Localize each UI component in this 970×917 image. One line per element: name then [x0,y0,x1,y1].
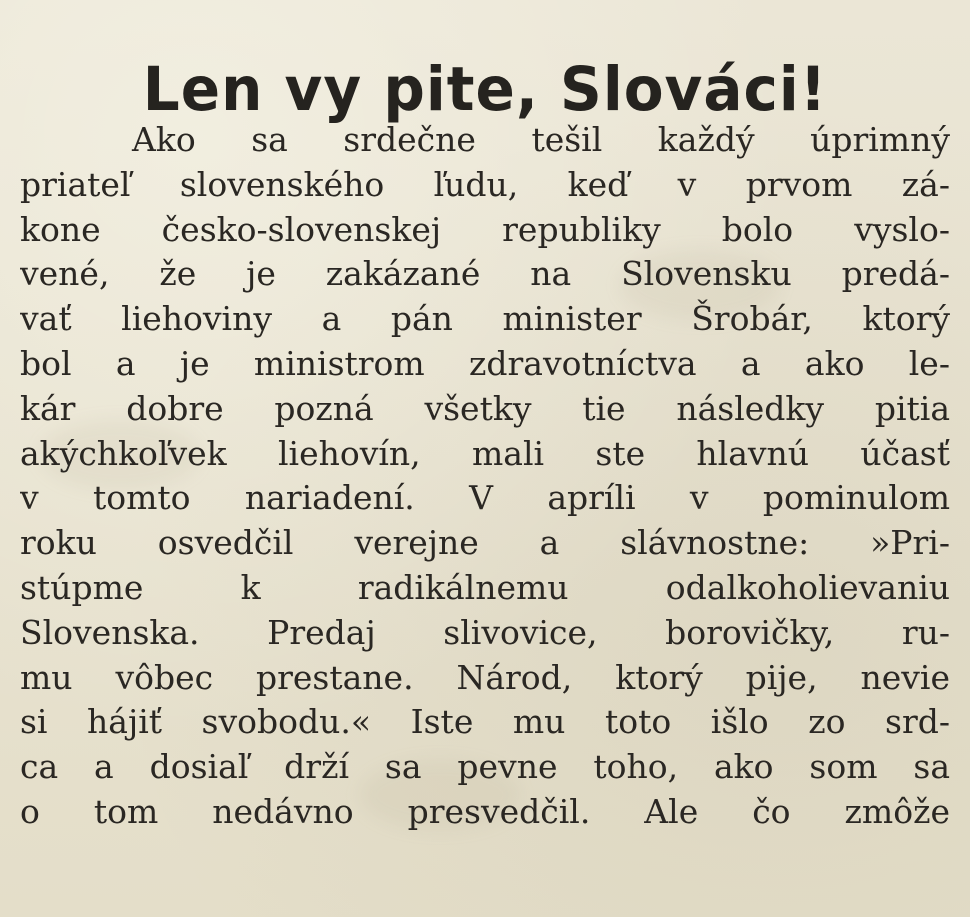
article-line: si hájiť svobodu.« Iste mu toto išlo zo srd- [20,702,950,742]
article-line: ca a dosiaľ drží sa pevne toho, ako som sa [20,747,950,787]
article-line: roku osvedčil verejne a slávnostne: »Pri- [20,523,950,563]
article-line: stúpme k radikálnemu odalkoholievaniu [20,567,950,607]
article-line: vené, že je zakázané na Slovensku predá- [20,254,950,294]
article-line: priateľ slovenského ľudu, keď v prvom zá- [20,164,950,204]
article-headline: Len vy pite, Slováci! [142,53,828,125]
article-line: kone česko-slovenskej republiky bolo vyslo- [20,209,950,249]
article-line: mu vôbec prestane. Národ, ktorý pije, nevie [20,657,950,697]
article-line: Slovenska. Predaj slivovice, borovičky, ru- [20,612,950,652]
article-line: akýchkoľvek liehovín, mali ste hlavnú účasť [20,433,950,473]
article-line: v tomto nariadení. V apríli v pominulom [20,478,950,518]
article-line: vať liehoviny a pán minister Šrobár, ktorý [20,299,950,339]
article-line: kár dobre pozná všetky tie následky pitia [20,388,950,428]
article-body [20,118,950,835]
article-line: o tom nedávno presvedčil. Ale čo zmôže [20,791,950,831]
article-line: bol a je ministrom zdravotníctva a ako le- [20,343,950,383]
article-line: Ako sa srdečne tešil každý úprimný [132,120,950,159]
